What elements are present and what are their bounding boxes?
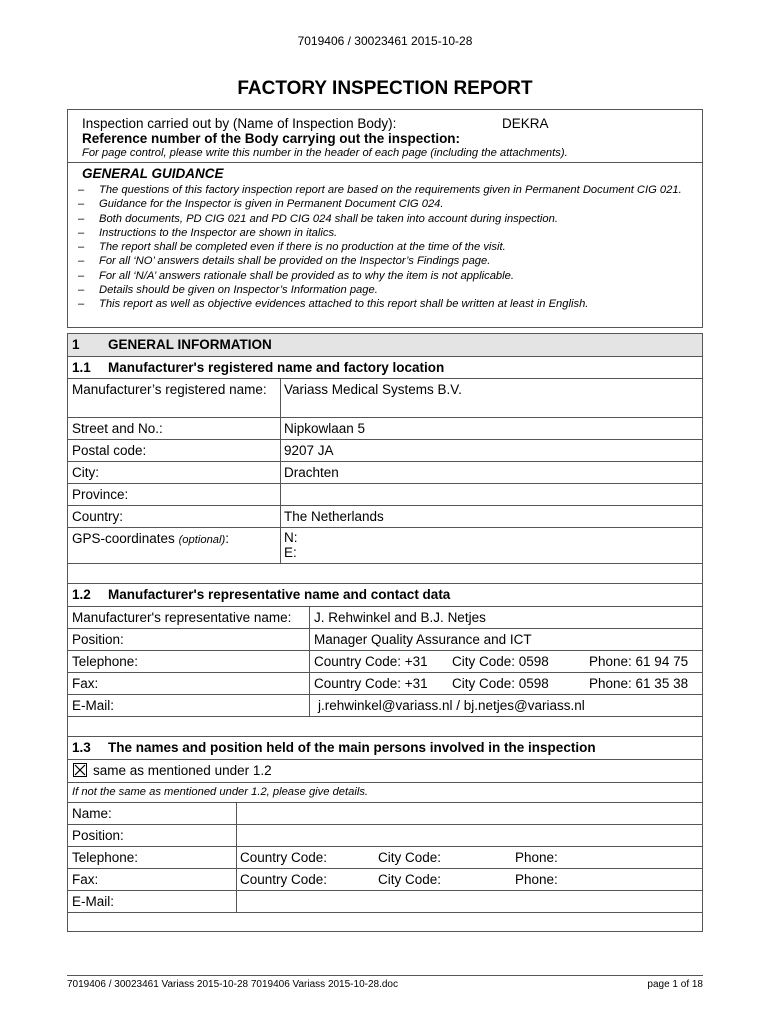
rep-name-value: J. Rehwinkel and B.J. Netjes — [314, 610, 486, 625]
section-title: The names and position held of the main persons involved in the inspection — [108, 740, 596, 755]
table-row — [68, 695, 702, 717]
section-number: 1.1 — [72, 360, 91, 375]
reference-number-label: Reference number of the Body carrying out the inspection: — [82, 131, 461, 146]
section-number: 1.3 — [72, 740, 91, 755]
person-fax-country: Country Code: — [240, 872, 328, 887]
list-item: – For all ‘NO’ answers details shall be provided on the Inspector’s Findings page. — [78, 255, 491, 268]
table-row — [68, 825, 702, 847]
gps-label: GPS-coordinates (optional): — [72, 531, 229, 546]
inspection-body-label: Inspection carried out by (Name of Inspection Body): — [82, 116, 397, 131]
table-row — [68, 629, 702, 651]
rep-fax-country: Country Code: +31 — [314, 676, 428, 691]
person-position-label: Position: — [72, 828, 124, 843]
postal-code-label: Postal code: — [72, 443, 147, 458]
street-value: Nipkowlaan 5 — [284, 421, 366, 436]
table-row — [68, 673, 702, 695]
divider — [68, 162, 702, 163]
rep-fax-phone: Phone: 61 35 38 — [589, 676, 689, 691]
table-row — [68, 440, 702, 462]
intro-box — [67, 109, 703, 328]
section-1-2-header — [68, 584, 702, 607]
spacer-row — [68, 913, 702, 933]
list-item: – Guidance for the Inspector is given in Permanent Document CIG 024. — [78, 198, 444, 211]
list-item: – The report shall be completed even if there is no production at the time of the visit. — [78, 241, 506, 254]
spacer-row — [68, 564, 702, 584]
section-title: GENERAL INFORMATION — [108, 337, 272, 352]
table-row — [68, 651, 702, 673]
inspection-body-value: DEKRA — [502, 116, 549, 131]
checkbox-cross-icon — [74, 764, 86, 776]
rep-position-label: Position: — [72, 632, 124, 647]
section-title: Manufacturer's registered name and factory location — [108, 360, 445, 375]
list-item: – Details should be given on Inspector’s Information page. — [78, 284, 378, 297]
rep-fax-label: Fax: — [72, 676, 99, 691]
person-telephone-country: Country Code: — [240, 850, 328, 865]
table-row — [68, 847, 702, 869]
gps-n-value: N: — [284, 530, 298, 545]
rep-telephone-city: City Code: 0598 — [452, 654, 549, 669]
table-row — [68, 418, 702, 440]
rep-email-value: j.rehwinkel@variass.nl / bj.netjes@variass.nl — [318, 698, 585, 713]
person-name-label: Name: — [72, 806, 112, 821]
rep-fax-city: City Code: 0598 — [452, 676, 549, 691]
province-label: Province: — [72, 487, 129, 502]
postal-code-value: 9207 JA — [284, 443, 334, 458]
general-information-table — [67, 333, 703, 932]
spacer-row — [68, 717, 702, 737]
table-row — [68, 760, 702, 783]
street-label: Street and No.: — [72, 421, 163, 436]
same-as-checkbox[interactable] — [73, 763, 87, 777]
same-as-checkbox-wrap[interactable] — [73, 763, 272, 778]
table-row — [68, 379, 702, 418]
page-title: FACTORY INSPECTION REPORT — [237, 78, 533, 99]
section-1-header — [68, 334, 702, 357]
rep-email-label: E-Mail: — [72, 698, 115, 713]
page-control-note: For page control, please write this number in the header of each page (including the attachments). — [82, 147, 568, 159]
section-1-1-header — [68, 357, 702, 379]
rep-position-value: Manager Quality Assurance and ICT — [314, 632, 532, 647]
table-row — [68, 783, 702, 803]
person-telephone-city: City Code: — [378, 850, 442, 865]
table-row — [68, 506, 702, 528]
general-guidance-title: GENERAL GUIDANCE — [82, 166, 224, 181]
table-row — [68, 607, 702, 629]
person-fax-city: City Code: — [378, 872, 442, 887]
person-telephone-label: Telephone: — [72, 850, 139, 865]
details-note: If not the same as mentioned under 1.2, please give details. — [72, 786, 369, 798]
section-1-3-header — [68, 737, 702, 760]
list-item: – Instructions to the Inspector are shown in italics. — [78, 226, 338, 239]
rep-telephone-country: Country Code: +31 — [314, 654, 428, 669]
registered-name-label: Manufacturer’s registered name: — [72, 382, 267, 397]
table-row — [68, 528, 702, 564]
section-title: Manufacturer's representative name and contact data — [108, 587, 451, 602]
table-row — [68, 869, 702, 891]
person-email-label: E-Mail: — [72, 894, 115, 909]
page-header: 7019406 / 30023461 2015-10-28 — [297, 34, 473, 48]
list-item: – Both documents, PD CIG 021 and PD CIG 024 shall be taken into account during inspection. — [78, 212, 558, 225]
registered-name-value: Variass Medical Systems B.V. — [284, 382, 462, 397]
list-item: – The questions of this factory inspection report are based on the requirements given in Permanent Document CIG 021. — [78, 184, 682, 196]
table-row — [68, 462, 702, 484]
table-row — [68, 891, 702, 913]
footer-divider — [67, 975, 703, 976]
list-item: – For all ‘N/A’ answers rationale shall be provided as to why the item is not applicable. — [78, 269, 514, 282]
section-number: 1 — [72, 337, 80, 352]
footer-filename: 7019406 / 30023461 Variass 2015-10-28 7019406 Variass 2015-10-28.doc — [67, 979, 398, 990]
footer-page-number: page 1 of 18 — [647, 979, 703, 990]
section-number: 1.2 — [72, 587, 91, 602]
table-row — [68, 484, 702, 506]
rep-telephone-phone: Phone: 61 94 75 — [589, 654, 689, 669]
person-fax-label: Fax: — [72, 872, 99, 887]
same-as-checkbox-label: same as mentioned under 1.2 — [93, 763, 272, 778]
city-label: City: — [72, 465, 99, 480]
country-label: Country: — [72, 509, 124, 524]
city-value: Drachten — [284, 465, 339, 480]
rep-name-label: Manufacturer's representative name: — [72, 610, 292, 625]
rep-telephone-label: Telephone: — [72, 654, 139, 669]
person-fax-phone: Phone: — [515, 872, 558, 887]
country-value: The Netherlands — [284, 509, 384, 524]
list-item: – This report as well as objective evidences attached to this report shall be written at least in English. — [78, 298, 589, 311]
person-telephone-phone: Phone: — [515, 850, 558, 865]
general-guidance-list — [73, 183, 694, 312]
gps-e-value: E: — [284, 545, 297, 560]
table-row — [68, 803, 702, 825]
